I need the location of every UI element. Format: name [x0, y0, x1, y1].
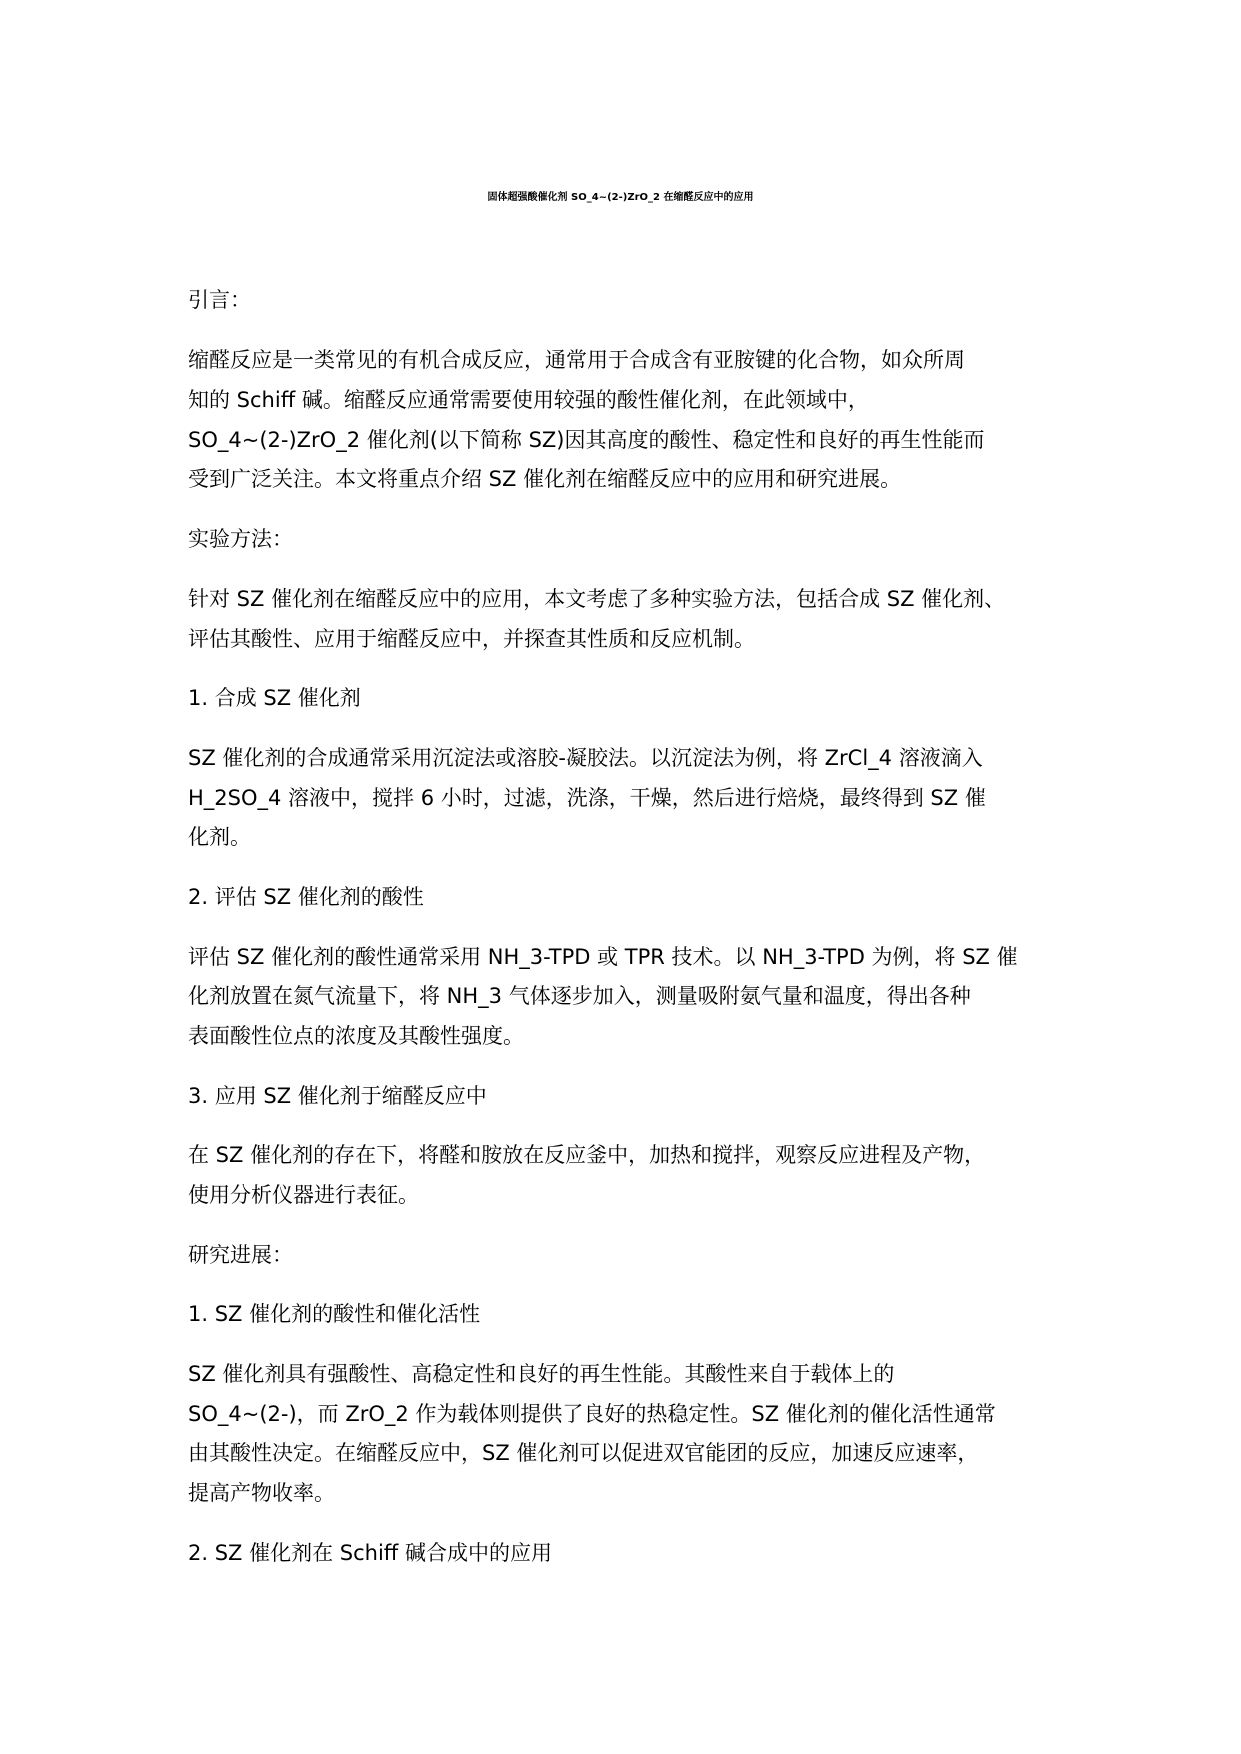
text-line: 知的 Schiff 碱。缩醛反应通常需要使用较强的酸性催化剂，在此领域中，: [188, 388, 869, 412]
text-line: 化剂放置在氮气流量下，将 NH_3 气体逐步加入，测量吸附氨气量和温度，得出各种: [188, 984, 971, 1008]
heading-introduction: 引言：: [188, 288, 251, 312]
subheading-schiff: 2. SZ 催化剂在 Schiff 碱合成中的应用: [188, 1541, 552, 1565]
text-line: H_2SO_4 溶液中，搅拌 6 小时，过滤，洗涤，干燥，然后进行焙烧，最终得到 SZ 催: [188, 786, 986, 810]
text-line: 评估 SZ 催化剂的酸性通常采用 NH_3-TPD 或 TPR 技术。以 NH_3-TPD 为例，将 SZ 催: [188, 945, 1018, 969]
text-line: SZ 催化剂的合成通常采用沉淀法或溶胶-凝胶法。以沉淀法为例，将 ZrCl_4 溶液滴入: [188, 746, 983, 770]
text-line: 化剂。: [188, 825, 251, 849]
text-line: SO_4~(2-)，而 ZrO_2 作为载体则提供了良好的热稳定性。SZ 催化剂的催化活性通常: [188, 1402, 996, 1426]
text-line: 提高产物收率。: [188, 1481, 335, 1505]
text-line: SZ 催化剂具有强酸性、高稳定性和良好的再生性能。其酸性来自于载体上的: [188, 1362, 895, 1386]
text-line: 评估其酸性、应用于缩醛反应中，并探查其性质和反应机制。: [188, 627, 755, 651]
subheading-activity: 1. SZ 催化剂的酸性和催化活性: [188, 1302, 481, 1326]
heading-methods: 实验方法：: [188, 527, 293, 551]
subheading-synthesis: 1. 合成 SZ 催化剂: [188, 686, 361, 710]
subheading-acidity: 2. 评估 SZ 催化剂的酸性: [188, 885, 424, 909]
text-line: 针对 SZ 催化剂在缩醛反应中的应用，本文考虑了多种实验方法，包括合成 SZ 催化剂、: [188, 587, 1006, 611]
text-line: 在 SZ 催化剂的存在下，将醛和胺放在反应釜中，加热和搅拌，观察反应进程及产物，: [188, 1143, 986, 1167]
text-line: 缩醛反应是一类常见的有机合成反应，通常用于合成含有亚胺键的化合物，如众所周: [188, 348, 965, 372]
subheading-application: 3. 应用 SZ 催化剂于缩醛反应中: [188, 1084, 487, 1108]
text-line: 使用分析仪器进行表征。: [188, 1183, 419, 1207]
text-line: 表面酸性位点的浓度及其酸性强度。: [188, 1024, 524, 1048]
text-line: 受到广泛关注。本文将重点介绍 SZ 催化剂在缩醛反应中的应用和研究进展。: [188, 467, 902, 491]
document-title: 固体超强酸催化剂 SO_4~(2-)ZrO_2 在缩醛反应中的应用: [487, 192, 754, 203]
text-line: 由其酸性决定。在缩醛反应中，SZ 催化剂可以促进双官能团的反应，加速反应速率，: [188, 1441, 979, 1465]
heading-progress: 研究进展：: [188, 1243, 293, 1267]
text-line: SO_4~(2-)ZrO_2 催化剂(以下简称 SZ)因其高度的酸性、稳定性和良好的再生性能而: [188, 428, 985, 452]
